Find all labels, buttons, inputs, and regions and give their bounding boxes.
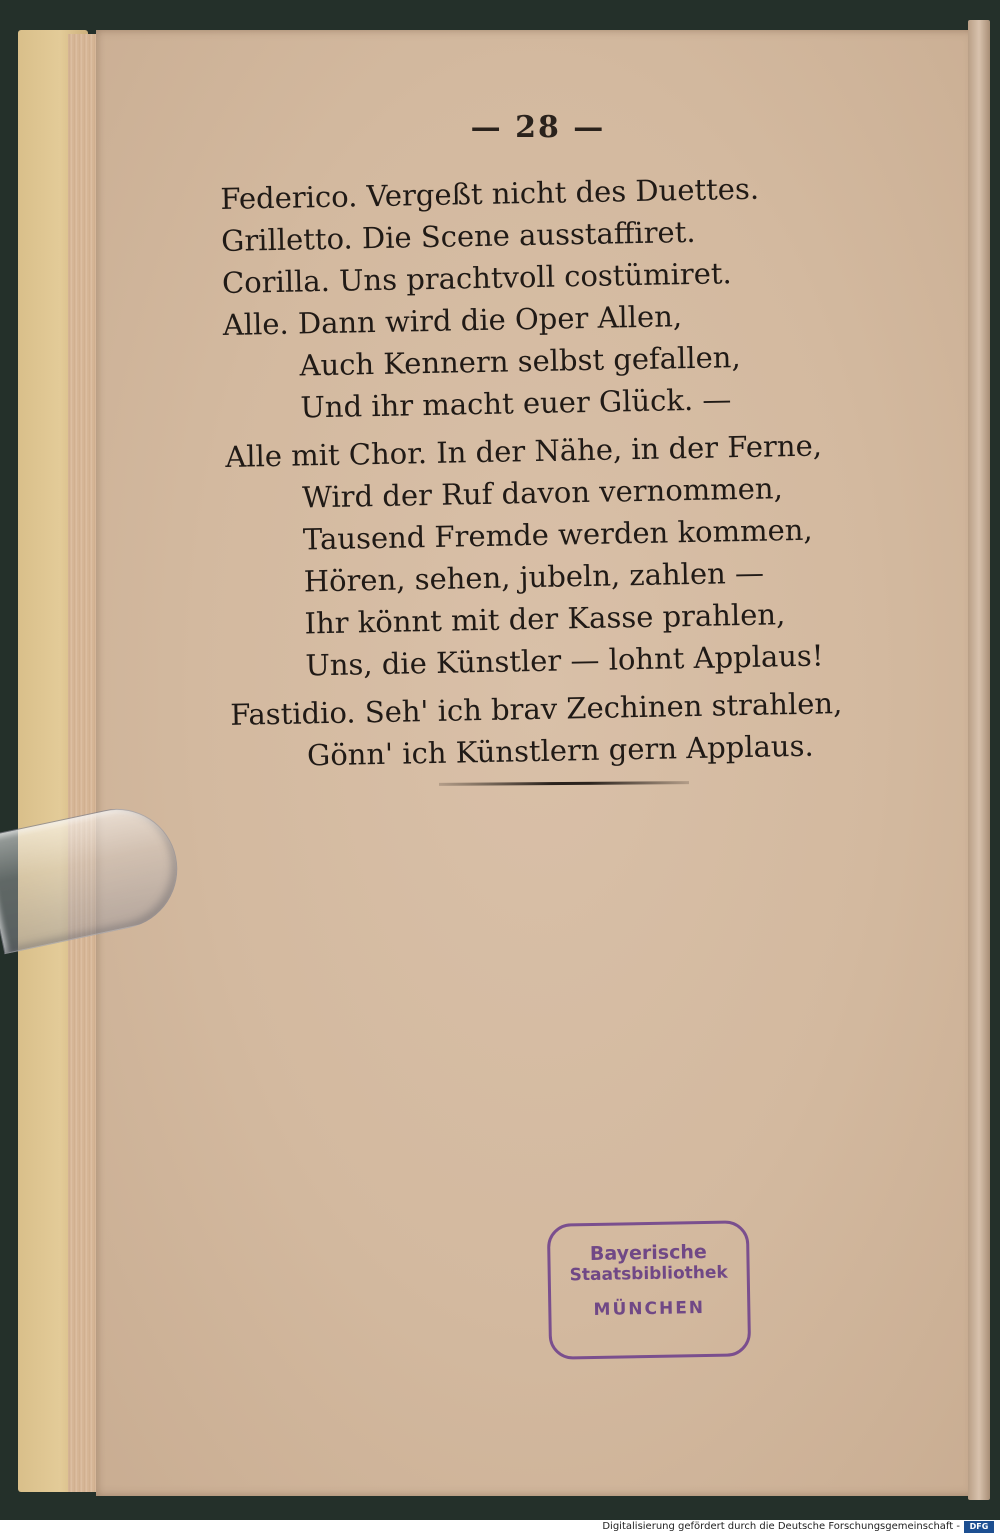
text-line: Alle mit Chor. In der Nähe, in der Ferne,	[225, 428, 823, 474]
stamp-line: Bayerische	[589, 1240, 707, 1266]
text-line: Fastidio. Seh' ich brav Zechinen strahlen,	[229, 686, 843, 732]
stamp-line: Staatsbibliothek	[569, 1262, 728, 1286]
text-line: Tausend Fremde werden kommen,	[302, 512, 813, 557]
dfg-logo-icon: DFG	[964, 1521, 994, 1533]
text-line: Alle. Dann wird die Oper Allen,	[222, 299, 683, 342]
text-line: Uns, die Künstler — lohnt Applaus!	[305, 638, 824, 683]
text-line: Und ihr macht euer Glück. —	[300, 382, 732, 425]
page-number: — 28 —	[470, 110, 606, 145]
text-line: Grilletto. Die Scene ausstaffiret.	[220, 214, 696, 258]
text-line: Auch Kennern selbst gefallen,	[299, 340, 741, 383]
page-right-edge	[968, 20, 990, 1500]
text-line: Corilla. Uns prachtvoll costümiret.	[221, 256, 733, 300]
footer-credit: Digitalisierung gefördert durch die Deutsche Forschungsgemeinschaft -	[602, 1521, 960, 1532]
text-line: Hören, sehen, jubeln, zahlen —	[303, 555, 765, 599]
digitization-footer	[0, 1520, 1000, 1534]
section-divider	[439, 781, 689, 786]
text-line: Ihr könnt mit der Kasse prahlen,	[304, 597, 786, 641]
libretto-text	[220, 163, 991, 777]
library-stamp	[547, 1220, 751, 1360]
text-line: Gönn' ich Künstlern gern Applaus.	[306, 728, 814, 773]
text-line: Wird der Ruf davon vernommen,	[301, 471, 784, 515]
stamp-line: MÜNCHEN	[593, 1298, 706, 1320]
page-paper	[96, 30, 980, 1496]
text-line: Federico. Vergeßt nicht des Duettes.	[220, 171, 760, 216]
